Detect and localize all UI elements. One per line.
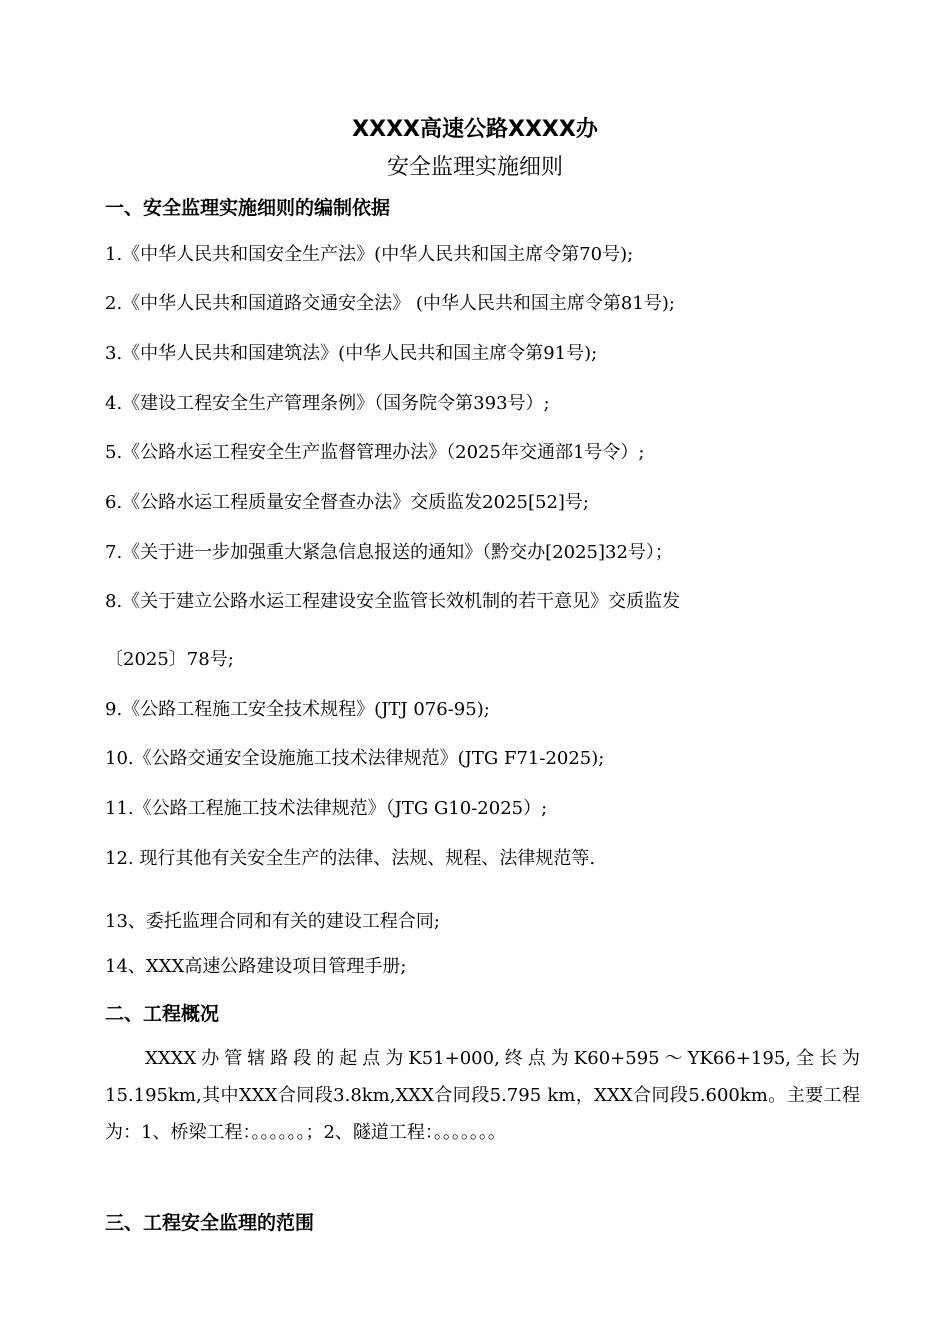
basis-item: 9.《公路工程施工安全技术规程》(JTJ 076-95);	[105, 699, 490, 720]
basis-item: 2.《中华人民共和国道路交通安全法》 (中华人民共和国主席令第81号);	[105, 293, 675, 314]
basis-item: 4.《建设工程安全生产管理条例》（国务院令第393号）;	[105, 393, 550, 414]
basis-item: 11.《公路工程施工技术法律规范》（JTG G10-2025）;	[105, 798, 548, 819]
overview-paragraph	[105, 1040, 860, 1151]
basis-item: 12. 现行其他有关安全生产的法律、法规、规程、法律规范等.	[105, 848, 596, 869]
section-heading-basis: 一、安全监理实施细则的编制依据	[105, 197, 391, 219]
section-heading-scope: 三、工程安全监理的范围	[105, 1212, 315, 1234]
overview-text: XXXX办管辖路段的起点为K51+000,终点为K60+595～YK66+195,全长为15.195km,其中XXX合同段3.8km,XXX合同段5.795 km，XXX合同段5.600km。主要工程为：1、桥梁工程：。。。。。。；2、隧道工程：。。。。。。。	[105, 1048, 860, 1143]
basis-item: 7.《关于进一步加强重大紧急信息报送的通知》（黔交办[2025]32号）；	[105, 542, 673, 563]
document-subtitle: 安全监理实施细则	[386, 155, 563, 180]
basis-item: 10.《公路交通安全设施施工技术法律规范》(JTG F71-2025);	[105, 748, 605, 769]
basis-item: 13、委托监理合同和有关的建设工程合同;	[105, 911, 440, 932]
basis-item: 6.《公路水运工程质量安全督查办法》交质监发2025[52]号;	[105, 492, 589, 513]
basis-item: 5.《公路水运工程安全生产监督管理办法》（2025年交通部1号令）;	[105, 442, 645, 463]
section-heading-overview: 二、工程概况	[105, 1003, 220, 1025]
basis-item-continuation: 〔2025〕78号;	[105, 649, 234, 670]
basis-item: 8.《关于建立公路水运工程建设安全监管长效机制的若干意见》交质监发	[105, 591, 681, 612]
basis-item: 3.《中华人民共和国建筑法》(中华人民共和国主席令第91号);	[105, 343, 598, 364]
basis-item: 1.《中华人民共和国安全生产法》(中华人民共和国主席令第70号);	[105, 244, 634, 265]
basis-item: 14、XXX高速公路建设项目管理手册;	[105, 956, 407, 977]
document-title: XXXX高速公路XXXX办	[352, 117, 598, 142]
